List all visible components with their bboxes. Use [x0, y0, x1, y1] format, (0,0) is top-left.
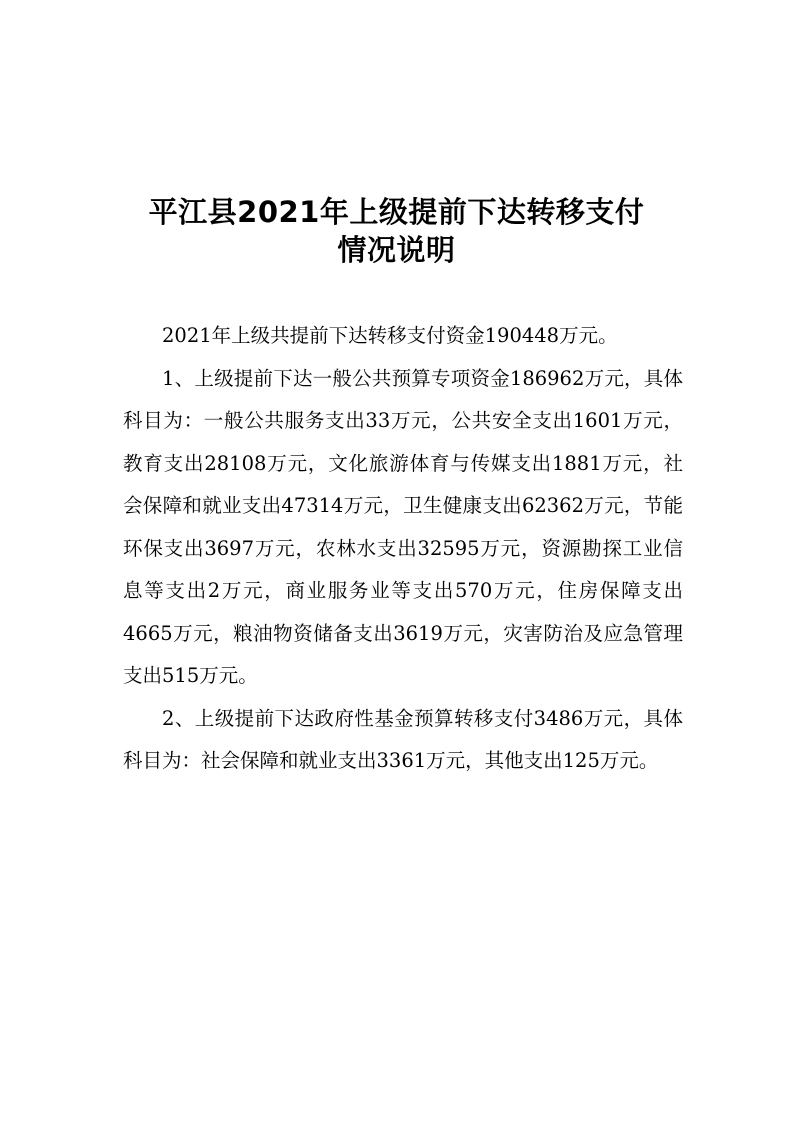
document-title-line-1: 平江县2021年上级提前下达转移支付 — [148, 195, 645, 229]
paragraph-total: 2021年上级共提前下达转移支付资金190448万元。 — [162, 324, 618, 347]
document-title-line-2: 情况说明 — [337, 233, 456, 267]
paragraph-general-budget: 1、上级提前下达一般公共预算专项资金186962万元，具体科目为：一般公共服务支出33万元，公共安全支出1601万元，教育支出28108万元，文化旅游体育与传媒支出1881万元，社会保障和就业支出47314万元，卫生健康支出62362万元，节能环保支出3697万元，农林水支出32595万元，资源勘探工业信息等支出2万元，商业服务业等支出570万元，住房保障支出4665万元，粮油物资储备支出3619万元，灾害防治及应急管理支出515万元。 — [123, 366, 683, 687]
document-body — [123, 315, 683, 783]
paragraph-fund-budget: 2、上级提前下达政府性基金预算转移支付3486万元，具体科目为：社会保障和就业支出3361万元，其他支出125万元。 — [123, 706, 683, 772]
